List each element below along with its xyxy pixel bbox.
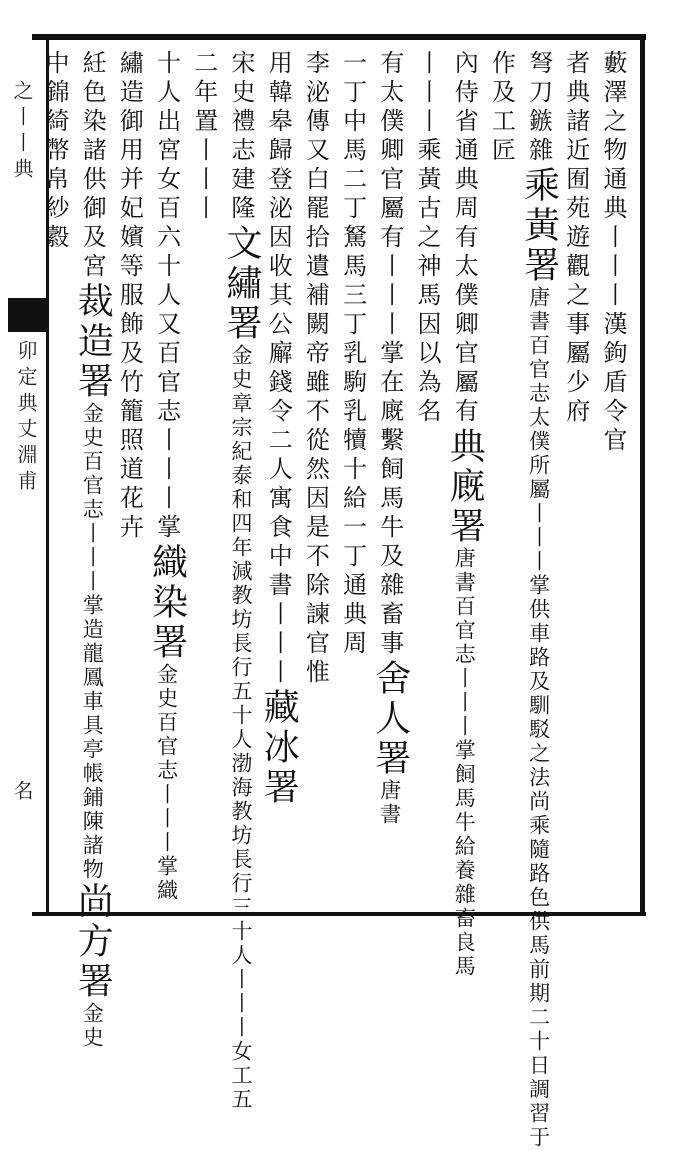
main-text: 繡造御用并妃嬪等服飾及竹籠照道花卉	[115, 50, 144, 543]
office-heading: 文繡署	[221, 224, 262, 344]
commentary-line: 飼馬牛給養雜畜良馬	[452, 763, 477, 979]
main-text: 紝色染諸供御及宮	[78, 50, 107, 282]
commentary-line: 唐書百官志太僕所屬丨丨丨掌供車路及馴	[526, 286, 551, 718]
main-text: 宋史禮志建隆	[227, 50, 255, 224]
text-column	[36, 50, 74, 253]
text-column	[258, 50, 300, 808]
office-heading: 尚方署	[72, 882, 114, 1002]
commentary-note	[80, 1002, 105, 1050]
text-column	[444, 50, 486, 979]
text-column	[334, 50, 372, 659]
text-column	[557, 50, 595, 427]
commentary-line: 唐	[377, 779, 402, 803]
main-text: 二年置丨丨丨	[189, 50, 218, 224]
commentary-note	[154, 663, 179, 903]
commentary-note	[377, 779, 402, 827]
text-column	[371, 50, 409, 827]
text-column	[520, 50, 558, 1150]
text-column	[482, 50, 520, 166]
commentary-note	[80, 402, 105, 882]
office-heading: 典廐署	[444, 427, 486, 547]
office-heading: 乘黃署	[518, 166, 560, 286]
text-column	[296, 50, 334, 688]
office-heading: 裁造署	[72, 282, 114, 402]
commentary-line: 金	[80, 1002, 105, 1026]
main-text: 丨丨丨乘黃古之神馬因以為名	[413, 50, 441, 427]
office-heading: 舍人署	[369, 659, 411, 779]
edge-fragment: 卯定典丈淵甫	[14, 340, 38, 496]
commentary-line: 金史百官志	[154, 663, 179, 783]
text-column	[148, 50, 186, 903]
commentary-line: 金史章宗紀泰和四年減教坊長行五十	[229, 344, 253, 728]
office-heading: 藏冰署	[258, 688, 300, 808]
main-text: 中錦綺幣帛紗縠	[41, 50, 69, 253]
main-text: 李泌傳又白罷拾遺補闕帝雖不從然因是不除諫官惟	[301, 50, 330, 688]
text-column	[408, 50, 446, 427]
text-column	[72, 50, 114, 1050]
main-text: 藪澤之物通典丨丨丨漢鉤盾令官	[599, 50, 627, 456]
main-text: 一丁中馬二丁駑馬三丁乳駒乳犢十給一丁通典周	[338, 50, 367, 659]
commentary-note	[526, 286, 551, 1150]
main-text: 有太僕卿官屬有丨丨丨掌在廐繫飼馬牛及雜畜事	[375, 50, 404, 659]
main-text: 作及工匠	[487, 50, 516, 166]
office-heading: 織染署	[146, 543, 188, 663]
right-border-rule	[640, 34, 645, 916]
top-border-rule	[32, 34, 646, 40]
edge-fragment: 名	[10, 780, 34, 806]
commentary-line: 史	[80, 1026, 105, 1050]
main-text: 用韓皋歸登泌因收其公廨錢令二人寓食中書丨丨丨	[264, 50, 293, 688]
main-text: 者典諸近囿苑遊觀之事屬少府	[561, 50, 590, 427]
commentary-line: 駁之法尚乘隨路色供馬前期二十日調習于	[526, 718, 551, 1150]
commentary-line: 龍鳳車具亭帳鋪陳諸物	[80, 642, 105, 882]
commentary-note	[452, 547, 477, 979]
main-text: 弩刀鏃雜	[524, 50, 553, 166]
commentary-note	[229, 344, 253, 1112]
text-column	[185, 50, 223, 224]
main-text: 內侍省通典周有太僕卿官屬有	[450, 50, 479, 427]
text-column	[222, 50, 260, 1112]
commentary-line: 唐書百官志丨丨丨掌	[452, 547, 477, 763]
main-text: 十人出宮女百六十人又百官志丨丨丨掌	[152, 50, 181, 543]
text-column	[594, 50, 632, 456]
text-column	[110, 50, 148, 543]
commentary-line: 人渤海教坊長行三十人丨丨丨女工五	[229, 728, 253, 1112]
commentary-line: 書	[377, 803, 402, 827]
commentary-line: 丨丨丨掌織	[154, 783, 179, 903]
edge-fragment: 之丨丨典	[10, 80, 34, 184]
commentary-line: 金史百官志丨丨丨掌造	[80, 402, 105, 642]
